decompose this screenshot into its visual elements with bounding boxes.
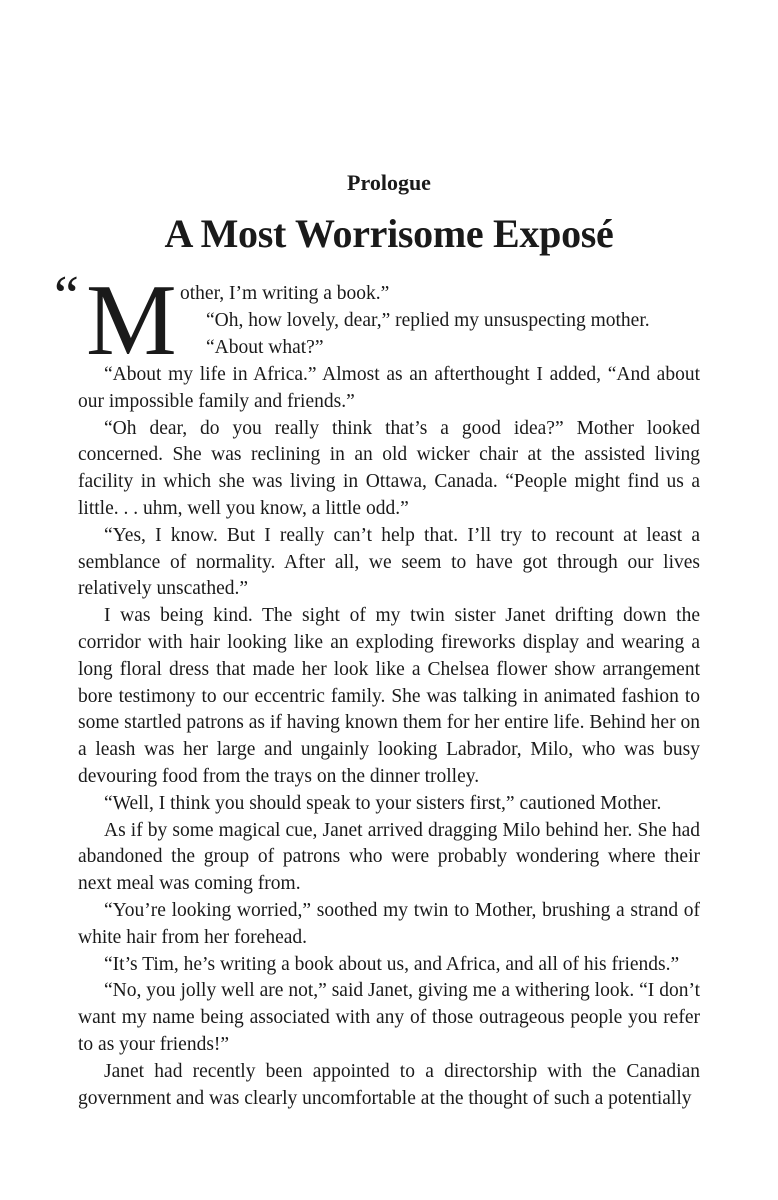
paragraph: I was being kind. The sight of my twin sister Janet drifting down the corridor with hair looking like an exploding fireworks display and wearing a long floral dress that made her look like a Chelsea flower show arrangement bore testimony to our eccentric family. She was talking in animated fashion to some startled patrons as if having known them for her entire life. Behind her on a leash was her large and ungainly looking Labrador, Milo, who was busy devouring food from the trays on the dinner trolley. bbox=[78, 605, 700, 787]
paragraph: “Yes, I know. But I really can’t help that. I’ll try to recount at least a semblance of normality. After all, we seem to have got through our lives relatively unscathed.” bbox=[78, 524, 700, 600]
paragraph: As if by some magical cue, Janet arrived dragging Milo behind her. She had abandoned the group of patrons who were probably wondering where their next meal was coming from. bbox=[78, 819, 700, 895]
chapter-label: Prologue bbox=[347, 170, 431, 195]
paragraph: Janet had recently been appointed to a directorship with the Canadian government and was clearly uncomfortable at the thought of such a potentially bbox=[78, 1060, 700, 1109]
paragraph: “About my life in Africa.” Almost as an afterthought I added, “And about our impossible family and friends.” bbox=[78, 364, 700, 412]
paragraph: “No, you jolly well are not,” said Janet, giving me a withering look. “I don’t want my name being associated with any of those outrageous people you refer to as your friends!” bbox=[78, 980, 700, 1055]
drop-cap: M bbox=[86, 264, 177, 377]
chapter-title: A Most Worrisome Exposé bbox=[164, 211, 614, 256]
opening-line-1: other, I’m writing a book.” bbox=[180, 283, 390, 304]
opening-quote-mark: “ bbox=[54, 265, 79, 327]
paragraph: “Oh dear, do you really think that’s a good idea?” Mother looked concerned. She was reclining in an old wicker chair at the assisted living facility in which she was living in Ottawa, Canada. “People might find us a little. . . uhm, well you know, a little odd.” bbox=[78, 417, 700, 519]
opening-lines bbox=[180, 281, 700, 361]
paragraph: “It’s Tim, he’s writing a book about us, and Africa, and all of his friends.” bbox=[104, 953, 680, 975]
paragraph: “Well, I think you should speak to your sisters first,” cautioned Mother. bbox=[104, 792, 662, 814]
opening-line-2: “Oh, how lovely, dear,” replied my unsuspecting mother. bbox=[206, 309, 650, 331]
opening-line-3: “About what?” bbox=[206, 336, 324, 358]
paragraph: “You’re looking worried,” soothed my twin to Mother, brushing a strand of white hair from her forehead. bbox=[78, 899, 700, 948]
body-text bbox=[78, 362, 700, 1112]
